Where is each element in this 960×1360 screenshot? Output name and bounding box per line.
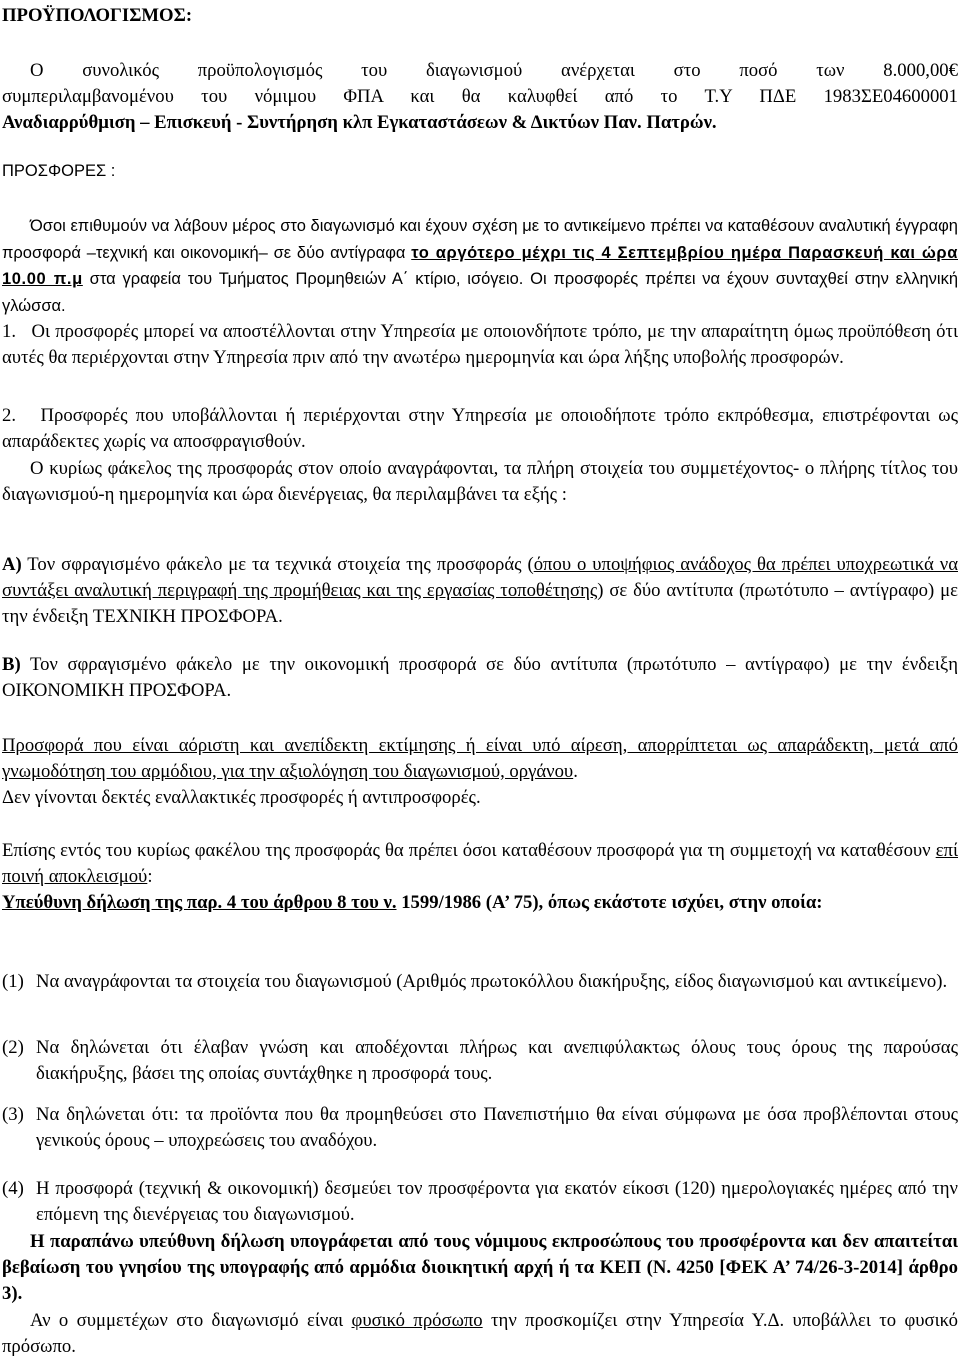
- item-1-text: Να αναγράφονται τα στοιχεία του διαγωνισμού (Αριθμός πρωτοκόλλου διακήρυξης, είδος διαγωνισμού και αντικείμενο).: [36, 971, 948, 992]
- signature-note: Η παραπάνω υπεύθυνη δήλωση υπογράφεται από τους νόμιμους εκπροσώπους του προσφέροντα και δεν απαιτείται βεβαίωση του γνησίου της υπογραφής από αρμόδια διοικητική αρχή ή τα ΚΕΠ (Ν. 4250 [ΦΕΚ Α’ 74/26-3-2014] άρθρο 3).: [2, 1231, 958, 1304]
- offers-point-2: [2, 403, 958, 455]
- budget-line-3: Αναδιαρρύθμιση – Επισκευή - Συντήρηση κλπ Εγκαταστάσεων & Δικτύων Παν. Πατρών.: [2, 112, 717, 133]
- offers-heading: ΠΡΟΣΦΟΡΕΣ :: [2, 162, 116, 180]
- point-1-number: 1.: [2, 321, 17, 342]
- natural-person-text-b: την προσκομίζει στην Υπηρεσία Υ.Δ. υποβάλλει το φυσικό πρόσωπο.: [2, 1310, 958, 1357]
- envelope-a-text-1: Τον σφραγισμένο φάκελο με τα τεχνικά στοιχεία της προσφοράς (: [21, 554, 534, 575]
- main-envelope-paragraph: Ο κυρίως φάκελος της προσφοράς στον οποίο αναγράφονται, τα πλήρη στοιχεία του συμμετέχοντος- ο πλήρης τίτλος του διαγωνισμού-η ημερομηνία και ώρα διενέργειας, θα περιλαμβάνει τα εξής :: [2, 458, 958, 505]
- budget-heading: ΠΡΟΫΠΟΛΟΓΙΣΜΟΣ:: [2, 5, 193, 26]
- offers-intro-text-b: στα γραφεία του Τμήματος Προμηθειών Α΄ κτίριο, ισόγειο. Οι προσφορές πρέπει να έχουν συνταχθεί στην ελληνική γλώσσα.: [2, 270, 959, 315]
- item-2-number: (2): [2, 1037, 24, 1058]
- declaration-item-2: [2, 1035, 958, 1087]
- rejection-end: .: [573, 761, 578, 782]
- natural-person-text-a: Αν ο συμμετέχων στο διαγωνισμό είναι: [30, 1310, 352, 1331]
- budget-line-2: συμπεριλαμβανομένου του νόμιμου ΦΠΑ και θα καλυφθεί από το Τ.Υ ΠΔΕ 1983ΣΕ04600001: [2, 86, 958, 107]
- envelope-b-label: Β): [2, 654, 21, 675]
- item-4-text: Η προσφορά (τεχνική & οικονομική) δεσμεύει τον προσφέροντα για εκατόν είκοσι (120) ημερολογιακές ημέρες από την επόμενη της διενέργειας του διαγωνισμού.: [36, 1178, 958, 1225]
- also-penalty: επί ποινή αποκλεισμού: [2, 840, 958, 887]
- point-1-text: Οι προσφορές μπορεί να αποστέλλονται στην Υπηρεσία με οποιονδήποτε τρόπο, με την απαραίτητη όμως προϋπόθεση ότι αυτές θα περιέρχονται στην Υπηρεσία πριν από την ανωτέρω ημερομηνία και ώρα λήξης υποβολής προσφορών.: [2, 321, 959, 368]
- natural-person-underlined: φυσικό πρόσωπο: [351, 1310, 483, 1331]
- budget-line-1: Ο συνολικός προϋπολογισμός του διαγωνισμού ανέρχεται στο ποσό των 8.000,00€: [30, 60, 958, 81]
- envelope-b-paragraph: [2, 652, 958, 704]
- item-3-number: (3): [2, 1104, 24, 1125]
- declaration-item-3: [2, 1102, 958, 1154]
- item-1-number: (1): [2, 971, 24, 992]
- also-colon: :: [147, 866, 153, 887]
- item-2-text: Να δηλώνεται ότι έλαβαν γνώση και αποδέχονται πλήρως και ανεπιφύλακτως όλους τους όρους της παρούσας διακήρυξης, βάσει της οποίας συντάχθηκε η προσφορά τους.: [36, 1037, 958, 1084]
- rejection-underlined: Προσφορά που είναι αόριστη και ανεπίδεκτη εκτίμησης ή είναι υπό αίρεση, απορρίπτεται ως απαράδεκτη, μετά από γνωμοδότηση του αρμόδιου, για την αξιολόγηση του διαγωνισμού, οργάνου: [2, 735, 958, 782]
- declaration-heading: [2, 890, 958, 916]
- offers-intro: [2, 213, 958, 319]
- envelope-a-label: Α): [2, 554, 22, 575]
- envelope-a-underlined: όπου ο υποψήφιος ανάδοχος θα πρέπει υποχρεωτικά να συντάξει αναλυτική περιγραφή της προμήθειας και της εργασίας τοποθέτησης: [2, 554, 958, 601]
- declaration-rest: 1599/1986 (Α’ 75), όπως εκάστοτε ισχύει, στην οποία:: [396, 892, 823, 913]
- declaration-item-4: [2, 1176, 958, 1228]
- envelope-b-text: Τον σφραγισμένο φάκελο με την οικονομική προσφορά σε δύο αντίτυπα (πρωτότυπο – αντίγραφο) με την ένδειξη ΟΙΚΟΝΟΜΙΚΗ ΠΡΟΣΦΟΡΑ.: [2, 654, 958, 701]
- budget-paragraph: [2, 58, 958, 136]
- offers-deadline: το αργότερο μέχρι τις 4 Σεπτεμβρίου ημέρα Παρασκευή και ώρα 10.00 π.μ: [2, 243, 958, 288]
- also-text: Επίσης εντός του κυρίως φακέλου της προσφοράς θα πρέπει όσοι καταθέσουν προσφορά για τη συμμετοχή να καταθέσουν: [2, 840, 936, 861]
- point-2-number: 2.: [2, 405, 17, 426]
- item-3-text: Να δηλώνεται ότι: τα προϊόντα που θα προμηθεύσει στο Πανεπιστήμιο θα είναι σύμφωνα με όσα προβλέπονται στους γενικούς όρους – υποχρεώσεις του αναδόχου.: [36, 1104, 958, 1151]
- point-2-text: Προσφορές που υποβάλλονται ή περιέρχονται στην Υπηρεσία με οποιοδήποτε τρόπο εκπρόθεσμα, επιστρέφονται ως απαράδεκτες χωρίς να αποσφραγισθούν.: [2, 405, 958, 452]
- envelope-a-text-2: ) σε δύο αντίτυπα (πρωτότυπο – αντίγραφο) με την ένδειξη ΤΕΧΝΙΚΗ ΠΡΟΣΦΟΡΑ.: [2, 580, 958, 627]
- envelope-a-paragraph: [2, 552, 958, 630]
- offers-point-1: [2, 319, 958, 371]
- no-alternatives-line: Δεν γίνονται δεκτές εναλλακτικές προσφορές ή αντιπροσφορές.: [2, 787, 481, 808]
- item-4-number: (4): [2, 1178, 24, 1199]
- declaration-item-1: [2, 969, 958, 995]
- rejection-paragraph: [2, 733, 958, 785]
- offers-intro-text-a: Όσοι επιθυμούν να λάβουν μέρος στο διαγωνισμό και έχουν σχέση με το αντικείμενο πρέπει να καταθέσουν αναλυτική έγγραφη προσφορά –τεχνική και οικονομική– σε δύο αντίγραφα: [2, 217, 958, 262]
- natural-person-paragraph: [2, 1308, 958, 1360]
- declaration-underlined: Υπεύθυνη δήλωση της παρ. 4 του άρθρου 8 του ν.: [2, 892, 397, 913]
- also-paragraph: [2, 838, 958, 890]
